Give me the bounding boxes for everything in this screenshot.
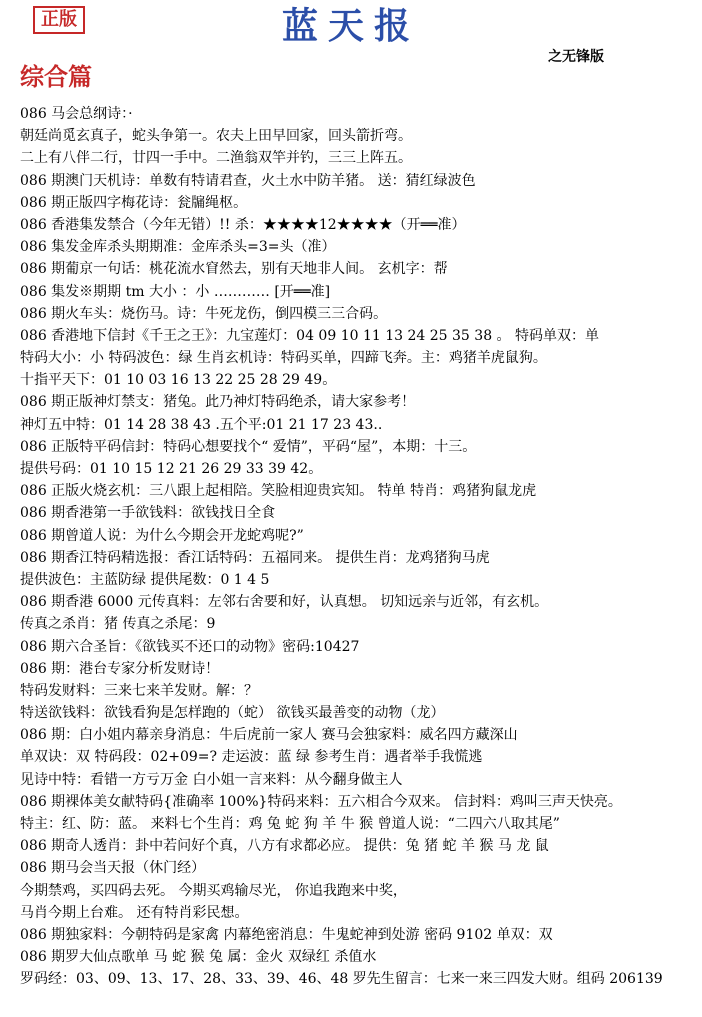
text-line: 086 期正版神灯禁支：猪兔。此乃神灯特码绝杀，请大家参考！ (20, 394, 416, 411)
text-line: 086 期：港台专家分析发财诗！ (20, 660, 220, 677)
text-line: 086 香港集发禁合（今年无错）!! 杀：★★★★12★★★★（开══准） (20, 216, 466, 233)
text-line: 086 期曾道人说：为什么今期会开龙蛇鸡呢?” (20, 527, 304, 544)
text-line: 提供号码：01 10 15 12 21 26 29 33 39 42。 (20, 461, 323, 477)
text-line: 086 期裸体美女献特码{准确率 100%}特码来料：五六相合今双来。 信封料：鸡叫三声天快亮。 (20, 793, 622, 810)
text-line: 086 集发金库杀头期期准：金库杀头=3=头（准） (20, 239, 336, 256)
text-line: 特码发财料：三来七来羊发财。解：？ (20, 682, 258, 699)
text-line: 086 期正版四字梅花诗：瓮牖绳枢。 (20, 194, 248, 211)
text-line: 086 期：白小姐内幕亲身消息：牛后虎前一家人 赛马会独家料：威名四方藏深山 (20, 727, 518, 744)
text-line: 086 期罗大仙点歌单 马 蛇 猴 兔 属：金火 双绿红 杀值水 (20, 949, 377, 966)
text-line: 086 集发※期期 tm 大小 ：小 ………… [开══准] (20, 283, 331, 300)
text-line: 086 马会总纲诗：· (20, 106, 133, 122)
text-line: 086 期独家料：今朝特码是家禽 内幕绝密消息：牛鬼蛇神到处游 密码 9102 单双：双 (20, 926, 553, 943)
text-line: 神灯五中特：01 14 28 38 43 .五个平:01 21 17 23 43.. (20, 416, 383, 433)
section-heading: 综合篇 (20, 63, 92, 91)
text-line: 罗码经：03、09、13、17、28、33、39、46、48 罗先生留言：七来一来三四发大财。组码 206139 (20, 971, 663, 988)
text-line: 086 期火车头：烧伤马。诗：牛死龙伤，倒四模三三合码。 (20, 305, 388, 322)
text-line: 086 期香江特码精选报：香江话特码：五福同来。 提供生肖：龙鸡猪狗马虎 (20, 549, 490, 566)
text-line: 传真之杀肖：猪 传真之杀尾：9 (20, 616, 216, 633)
text-line: 特送欲钱料：欲钱看狗是怎样跑的（蛇） 欲钱买最善变的动物（龙） (20, 705, 445, 722)
text-line: 提供波色：主蓝防绿 提供尾数：0 1 4 5 (20, 571, 270, 588)
text-line: 朝廷尚觅玄真子，蛇头争第一。农夫上田早回家，回头箭折弯。 (20, 128, 412, 145)
text-line: 086 期香港第一手欲钱料：欲钱找日全食 (20, 505, 276, 522)
text-line: 特码大小：小 特码波色：绿 生肖玄机诗：特码买单，四蹄飞奔。主：鸡猪羊虎鼠狗。 (20, 350, 547, 367)
text-line: 十指平天下：01 10 03 16 13 22 25 28 29 49。 (20, 372, 337, 389)
text-line: 特主：红、防：蓝。 来料七个生肖：鸡 兔 蛇 狗 羊 牛 猴 曾道人说：“二四六八取其尾” (20, 816, 560, 832)
text-line: 二上有八伴二行，廿四一手中。二渔翁双竿并钓，三三上阵五。 (20, 150, 412, 167)
text-line: 今期禁鸡，买四码去死。 今期买鸡输尽光， 你追我跑来中奖， (20, 882, 407, 899)
text-line: 见诗中特：看错一方亏万金 白小姐一言来料：从今翻身做主人 (20, 771, 403, 788)
text-line: 086 正版火烧玄机：三八跟上起相陪。笑脸相迎贵宾知。 特单 特肖：鸡猪狗鼠龙虎 (20, 483, 537, 500)
text-line: 086 期六合圣旨：《欲钱买不还口的动物》密码:10427 (20, 638, 360, 655)
text-line: 单双诀：双 特码段：02+09=? 走运波：蓝 绿 参考生肖：遇者举手我慌逃 (20, 749, 483, 766)
genuine-badge: 正版 (33, 6, 85, 34)
text-line: 086 期香港 6000 元传真料：左邻右舍要和好，认真想。 切知远亲与近邻，有玄机。 (20, 594, 549, 611)
text-line: 086 期葡京一句话：桃花流水窅然去，别有天地非人间。 玄机字：帮 (20, 261, 448, 278)
text-line: 马肖今期上台难。 还有特肖彩民想。 (20, 904, 249, 921)
newspaper-title: 蓝天报 (281, 5, 420, 47)
text-line: 086 期奇人透肖：卦中若问好个真，八方有求都必应。 提供：兔 猪 蛇 羊 猴 马 龙 鼠 (20, 838, 549, 855)
edition-subtitle: 之无锋版 (548, 49, 604, 65)
text-line: 086 期澳门天机诗：单数有特请君查，火土水中防羊猪。 送：猜红绿波色 (20, 172, 476, 189)
content-body (20, 103, 700, 991)
text-line: 086 香港地下信封《千王之王》：九宝莲灯：04 09 10 11 13 24 25 35 38 。 特码单双：单 (20, 327, 600, 344)
text-line: 086 正版特平码信封：特码心想要找个“ 爱情”，平码“屋”，本期：十三。 (20, 438, 477, 455)
text-line: 086 期马会当天报（休门经） (20, 860, 206, 877)
